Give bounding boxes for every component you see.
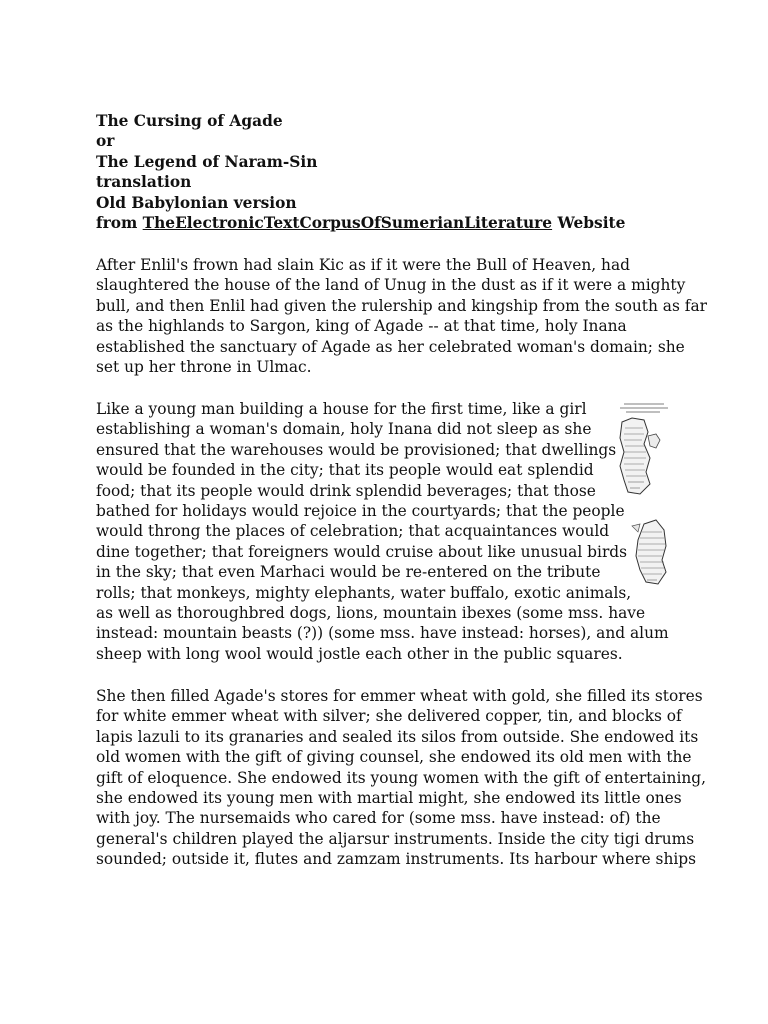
paragraph-line: established the sanctuary of Agade as her celebrated woman's domain; she — [96, 337, 685, 356]
paragraph-line: would throng the places of celebration; that acquaintances would — [96, 522, 610, 541]
paragraph-line: rolls; that monkeys, mighty elephants, water buffalo, exotic animals, — [96, 583, 632, 602]
paragraph-line: gift of eloquence. She endowed its young women with the gift of entertaining, — [96, 768, 707, 787]
title-line: The Cursing of Agade — [96, 112, 283, 130]
paragraph-line: establishing a woman's domain, holy Inana did not sleep as she — [96, 420, 592, 439]
paragraph-line: bull, and then Enlil had given the rulership and kingship from the south as far — [96, 296, 707, 315]
document-heading — [96, 111, 696, 233]
paragraph-line: sheep with long wool would jostle each other in the public squares. — [96, 644, 623, 663]
paragraph-line: as the highlands to Sargon, king of Agade -- at that time, holy Inana — [96, 317, 627, 336]
title-connector: or — [96, 132, 115, 151]
paragraph-line: After Enlil's frown had slain Kic as if it were the Bull of Heaven, had — [96, 256, 630, 274]
paragraph-1 — [96, 255, 707, 377]
source-link[interactable]: TheElectronicTextCorpusOfSumerianLiterature — [142, 214, 553, 233]
paragraph-line: bathed for holidays would rejoice in the courtyards; that the people — [96, 502, 625, 521]
alt-title-line: The Legend of Naram-Sin — [96, 152, 318, 171]
source-suffix: Website — [552, 214, 626, 233]
paragraph-line: ensured that the warehouses would be provisioned; that dwellings — [96, 440, 617, 459]
paragraph-2 — [96, 399, 669, 664]
paragraph-line: for white emmer wheat with silver; she delivered copper, tin, and blocks of — [96, 707, 682, 726]
paragraph-line: dine together; that foreigners would cruise about like unusual birds — [96, 542, 628, 561]
source-prefix: from — [96, 214, 143, 233]
version-label: Old Babylonian version — [96, 193, 297, 212]
paragraph-line: set up her throne in Ulmac. — [96, 358, 312, 377]
source-line — [96, 213, 696, 233]
paragraph-line: general's children played the aljarsur instruments. Inside the city tigi drums — [96, 829, 695, 848]
paragraph-line: as well as thoroughbred dogs, lions, mountain ibexes (some mss. have — [96, 604, 646, 623]
paragraph-line: She then filled Agade's stores for emmer wheat with gold, she filled its stores — [96, 687, 703, 705]
paragraph-line: slaughtered the house of the land of Unug in the dust as if it were a mighty — [96, 276, 686, 295]
paragraph-line: she endowed its young men with martial might, she endowed its little ones — [96, 789, 682, 808]
paragraph-line: in the sky; that even Marhaci would be re-entered on the tribute — [96, 563, 601, 582]
paragraph-line: Like a young man building a house for the first time, like a girl — [96, 400, 587, 418]
paragraph-line: old women with the gift of giving counsel, she endowed its old men with the — [96, 748, 692, 767]
paragraph-line: food; that its people would drink splendid beverages; that those — [96, 481, 596, 500]
paragraph-line: lapis lazuli to its granaries and sealed its silos from outside. She endowed its — [96, 727, 699, 746]
paragraph-line: instead: mountain beasts (?)) (some mss. have instead: horses), and alum — [96, 624, 669, 643]
tablet-illustration — [610, 400, 672, 600]
paragraph-line: sounded; outside it, flutes and zamzam instruments. Its harbour where ships — [96, 850, 697, 869]
paragraph-line: with joy. The nursemaids who cared for (some mss. have instead: of) the — [96, 809, 661, 828]
translation-label: translation — [96, 173, 192, 192]
paragraph-line: would be founded in the city; that its people would eat splendid — [96, 461, 594, 480]
paragraph-3 — [96, 686, 706, 870]
